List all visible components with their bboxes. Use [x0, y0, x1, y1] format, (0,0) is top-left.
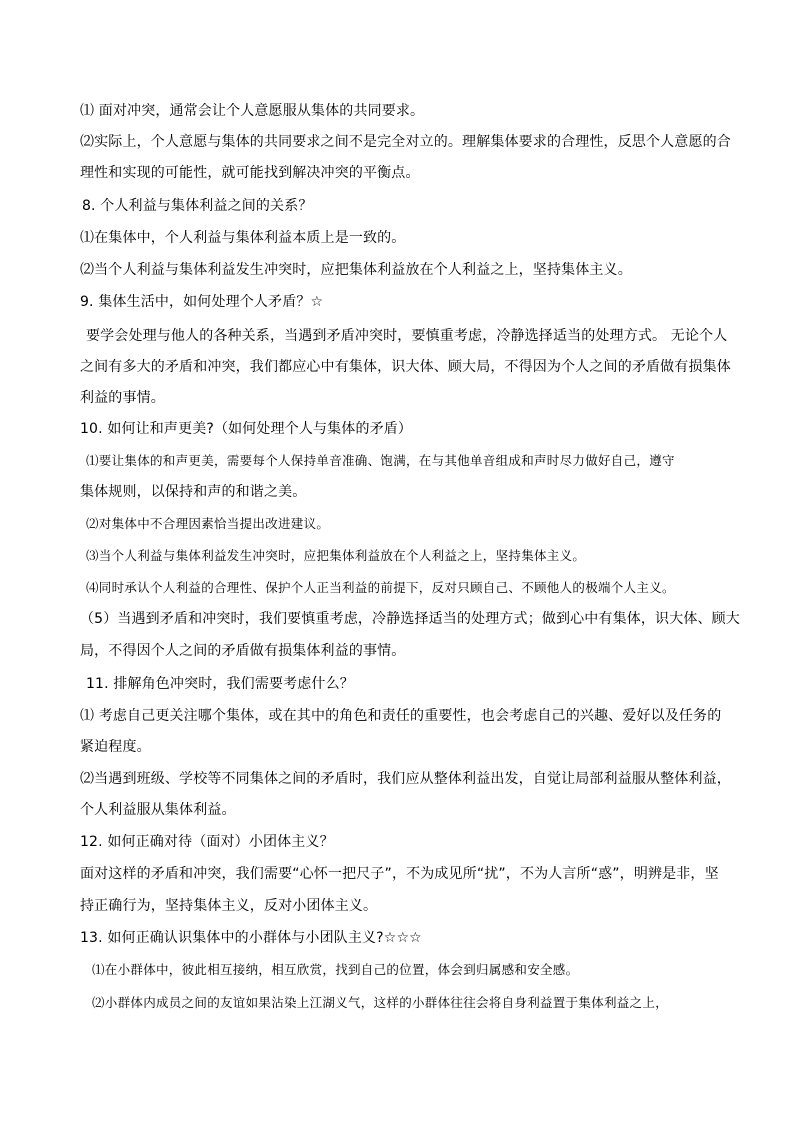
text-line-2: ⑵实际上，个人意愿与集体的共同要求之间不是完全对立的。理解集体要求的合理性，反思个人意愿的合	[80, 134, 731, 150]
text-line-17: （5）当遇到矛盾和冲突时，我们要慎重考虑，冷静选择适当的处理方式；做到心中有集体，识大体、顾大	[80, 611, 740, 627]
text-line-6: ⑵当个人利益与集体利益发生冲突时，应把集体利益放在个人利益之上，坚持集体主义。	[80, 262, 632, 278]
text-line-14: ⑵对集体中不合理因素恰当提出改进建议。	[86, 516, 330, 531]
text-line-15: ⑶当个人利益与集体利益发生冲突时，应把集体利益放在个人利益之上，坚持集体主义。	[86, 548, 586, 563]
text-line-18: 局，不得因个人之间的矛盾做有损集体利益的事情。	[80, 643, 406, 659]
text-line-29: ⑵小群体内成员之间的友谊如果沾染上江湖义气，这样的小群体往往会将自身利益置于集体利益之上，	[92, 995, 669, 1010]
text-line-16: ⑷同时承认个人利益的合理性、保护个人正当利益的前提下，反对只顾自己、不顾他人的极端个人主义。	[86, 580, 675, 595]
text-line-12: ⑴要让集体的和声更美，需要每个人保持单音准确、饱满，在与其他单音组成和声时尽力做好自己，遵守	[86, 453, 675, 468]
question-11-heading: 11. 排解角色冲突时，我们需要考虑什么？	[86, 676, 354, 692]
text-line-22: ⑵当遇到班级、学校等不同集体之间的矛盾时，我们应从整体利益出发，自觉让局部利益服从整体利益，	[80, 771, 731, 787]
question-8-heading: 8. 个人利益与集体利益之间的关系？	[82, 198, 313, 214]
text-line-23: 个人利益服从集体利益。	[80, 802, 236, 818]
text-line-20: ⑴ 考虑自己更关注哪个集体，或在其中的角色和责任的重要性，也会考虑自己的兴趣、爱好以及任务的	[80, 708, 722, 724]
text-line-21: 紧迫程度。	[80, 739, 151, 755]
text-line-13: 集体规则，以保持和声的和谐之美。	[80, 484, 307, 500]
text-line-26: 持正确行为，坚持集体主义，反对小团体主义。	[80, 898, 378, 914]
text-line-8: 要学会处理与他人的各种关系，当遇到矛盾冲突时，要慎重考虑，冷静选择适当的处理方式。 无论个人	[86, 328, 728, 344]
text-line-28: ⑴在小群体中，彼此相互接纳，相互欣赏，找到自己的位置，体会到归属感和安全感。	[92, 962, 579, 977]
text-line-1: ⑴ 面对冲突，通常会让个人意愿服从集体的共同要求。	[80, 103, 425, 119]
question-9-heading: 9. 集体生活中，如何处理个人矛盾？☆	[80, 294, 324, 310]
text-line-10: 利益的事情。	[80, 390, 165, 406]
text-line-5: ⑴在集体中，个人利益与集体利益本质上是一致的。	[80, 230, 406, 246]
text-line-9: 之间有多大的矛盾和冲突，我们都应心中有集体，识大体、顾大局，不得因为个人之间的矛盾做有损集体	[80, 359, 731, 375]
question-10-heading: 10. 如何让和声更美?（如何处理个人与集体的矛盾）	[80, 421, 413, 437]
question-13-heading: 13. 如何正确认识集体中的小群体与小团队主义?☆☆☆	[80, 930, 422, 946]
text-line-25: 面对这样的矛盾和冲突，我们需要“心怀一把尺子”，不为成见所“扰”，不为人言所“惑”，明辨是非，坚	[80, 866, 719, 882]
text-line-3: 理性和实现的可能性，就可能找到解决冲突的平衡点。	[80, 165, 420, 181]
question-12-heading: 12. 如何正确对待（面对）小团体主义？	[80, 834, 334, 850]
